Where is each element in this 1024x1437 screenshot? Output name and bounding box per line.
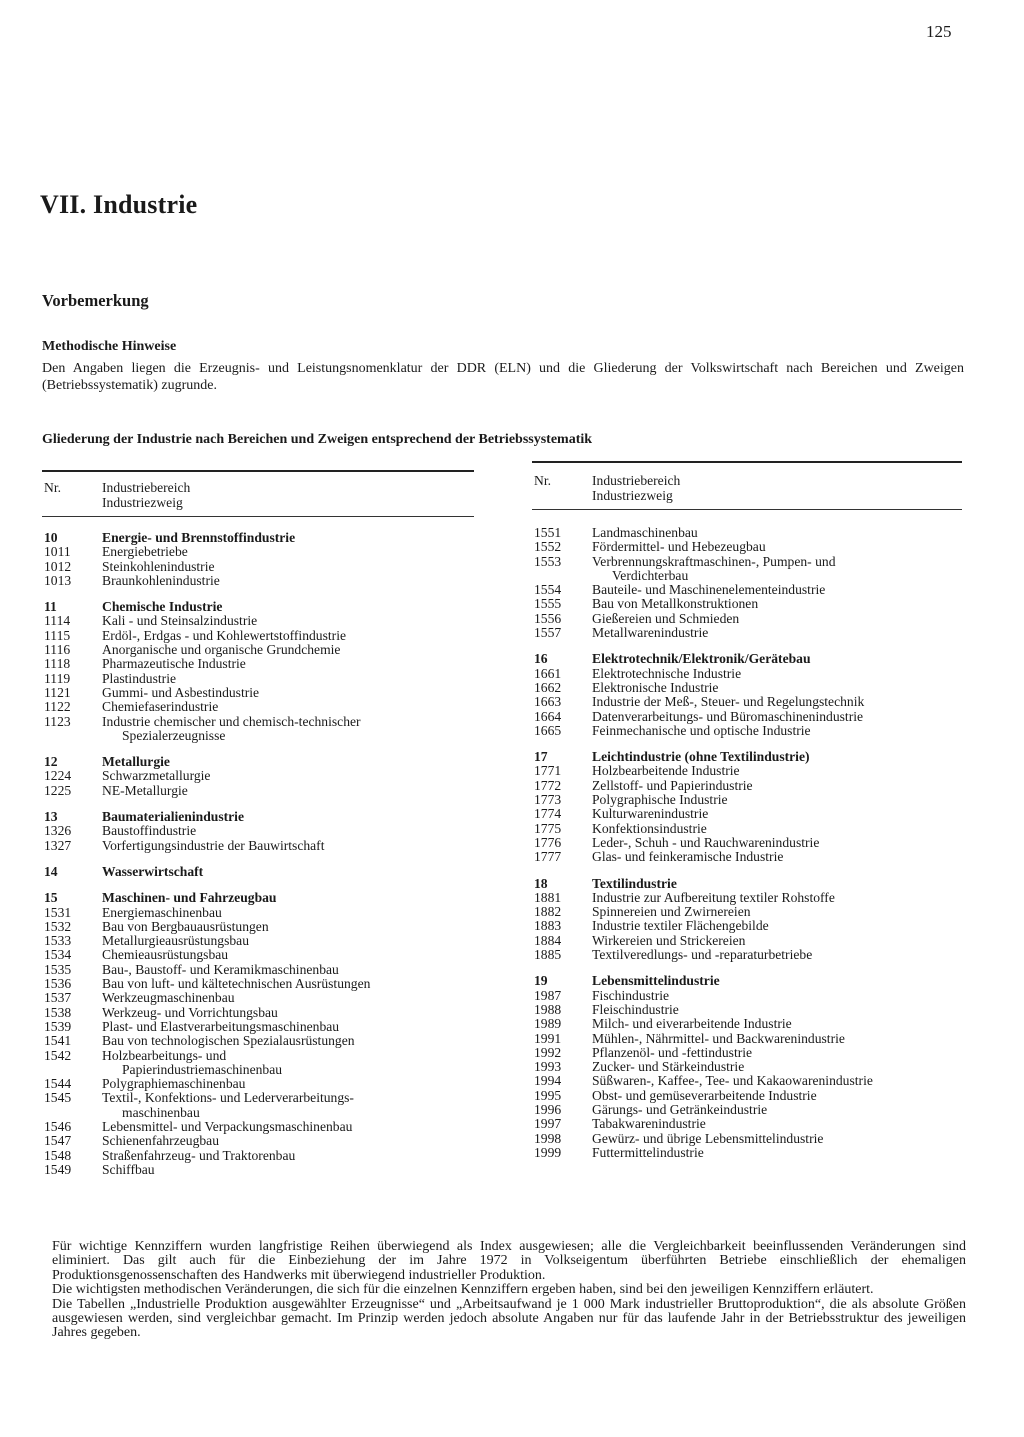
row-label: Fördermittel- und Hebezeugbau: [592, 539, 766, 555]
row-number: 1775: [534, 820, 562, 836]
header-zweig: Industriezweig: [592, 487, 673, 503]
row-number: 1542: [44, 1047, 72, 1063]
table-row: [44, 686, 474, 700]
row-number: 1988: [534, 1001, 562, 1017]
row-number: 1327: [44, 837, 72, 853]
row-number: 1114: [44, 613, 71, 629]
table-row: [44, 991, 474, 1005]
row-number: 19: [534, 973, 548, 989]
row-number: 1996: [534, 1101, 562, 1117]
header-nr: Nr.: [44, 480, 61, 495]
row-label: Spezialerzeugnisse: [122, 727, 226, 743]
group-heading-row: [44, 810, 474, 824]
subsection-title: Methodische Hinweise: [42, 339, 177, 354]
table-row: [44, 574, 474, 588]
row-label: Werkzeugmaschinenbau: [102, 990, 235, 1006]
row-label: Verdichterbau: [612, 567, 689, 583]
page-number: 125: [926, 22, 952, 41]
row-number: 1553: [534, 553, 562, 569]
row-label: Glas- und feinkeramische Industrie: [592, 849, 784, 865]
row-label: Energiemaschinenbau: [102, 904, 222, 920]
table-row: [44, 643, 474, 657]
table-row: [44, 1006, 474, 1020]
table-row: [44, 934, 474, 948]
note-paragraph: Die wichtigsten methodischen Veränderungen, die sich für die einzelnen Kennziffern ergeben haben, sind bei den jeweiligen Kennziffern erläutert.: [52, 1282, 874, 1298]
row-number: 1118: [44, 656, 71, 672]
row-number: 1777: [534, 849, 562, 865]
row-number: 1557: [534, 625, 562, 641]
row-label: Elektrotechnische Industrie: [592, 665, 742, 681]
table-row: [534, 836, 962, 850]
table-row: [44, 1020, 474, 1034]
row-label: Industrie der Meß-, Steuer- und Regelungstechnik: [592, 694, 865, 710]
row-label: Feinmechanische und optische Industrie: [592, 722, 811, 738]
row-number: 1326: [44, 823, 72, 839]
table-row: [44, 948, 474, 962]
row-number: 1881: [534, 889, 562, 905]
row-label: Landmaschinenbau: [592, 525, 698, 540]
table-row: [44, 963, 474, 977]
table-row: [44, 1163, 474, 1177]
row-label: Spinnereien und Zwirnereien: [592, 904, 751, 920]
row-number: 1994: [534, 1073, 562, 1089]
row-number: 1998: [534, 1130, 562, 1146]
table-row: [534, 1074, 962, 1088]
table-row: [534, 850, 962, 864]
notes-block: [52, 1240, 966, 1341]
row-label: Industrie textiler Flächengebilde: [592, 918, 769, 934]
table-row: [534, 540, 962, 554]
table-row: [534, 710, 962, 724]
row-number: 1554: [534, 582, 562, 598]
table-row: [534, 1032, 962, 1046]
group-heading-row: [534, 652, 962, 666]
table-row: [534, 555, 962, 569]
row-label: Wasserwirtschaft: [102, 863, 204, 879]
row-label: Konfektionsindustrie: [592, 820, 707, 836]
table-row: [534, 934, 962, 948]
row-label: Metallurgieausrüstungsbau: [102, 933, 249, 949]
row-number: 1999: [534, 1144, 562, 1160]
table-row: [44, 784, 474, 798]
row-number: 1541: [44, 1033, 72, 1049]
table-row: [534, 681, 962, 695]
row-number: 1882: [534, 904, 562, 920]
row-label: Holzbearbeitungs- und: [102, 1047, 227, 1063]
row-number: 1115: [44, 627, 71, 643]
row-label: NE-Metallurgie: [102, 782, 188, 798]
row-label: Industrie chemischer und chemisch-technischer: [102, 713, 361, 729]
row-label: Milch- und eiverarbeitende Industrie: [592, 1016, 792, 1032]
row-label: Industrie zur Aufbereitung textiler Rohstoffe: [592, 889, 835, 905]
row-label: Fleischindustrie: [592, 1001, 679, 1017]
row-label: Leder-, Schuh - und Rauchwarenindustrie: [592, 834, 820, 850]
row-label: Maschinen- und Fahrzeugbau: [102, 890, 277, 906]
note-paragraph: Für wichtige Kennziffern wurden langfristige Reihen überwiegend als Index ausgewiesen; alle die Vergleichbarkeit beeinflussenden Veränderungen sind eliminiert. Das gilt auch für die Einbeziehung der im Jahre 1972 in Volkseigentum überführten Betriebe einschließlich der ehemaligen Produktionsgenossenschaften des Handwerks mit überwiegend industrieller Produktion.: [52, 1239, 966, 1283]
row-label: Straßenfahrzeug- und Traktorenbau: [102, 1147, 296, 1163]
row-number: 1116: [44, 642, 71, 658]
row-number: 1538: [44, 1004, 72, 1020]
table-row: [534, 667, 962, 681]
row-label: Gewürz- und übrige Lebensmittelindustrie: [592, 1130, 824, 1146]
row-number: 1012: [44, 558, 72, 574]
row-number: 1011: [44, 544, 71, 560]
row-label: Kulturwarenindustrie: [592, 806, 709, 822]
row-label: Energiebetriebe: [102, 544, 188, 560]
table-row: [534, 989, 962, 1003]
row-label: Energie- und Brennstoffindustrie: [102, 530, 296, 545]
row-label: Gießereien und Schmieden: [592, 610, 740, 626]
row-number: 1534: [44, 947, 72, 963]
table-row: [534, 919, 962, 933]
table-row: [534, 526, 962, 540]
table-header-rule-right: [532, 509, 962, 510]
row-number: 15: [44, 890, 58, 906]
table-top-rule-right: [532, 461, 962, 463]
row-number: 1536: [44, 976, 72, 992]
section-title: Vorbemerkung: [42, 291, 149, 310]
row-number: [534, 569, 592, 583]
table-row: [44, 1149, 474, 1163]
row-number: [44, 1063, 102, 1077]
table-row: [534, 1017, 962, 1031]
table-row: [44, 729, 474, 743]
table-row: [44, 1120, 474, 1134]
table-row: [44, 1134, 474, 1148]
table-row: [534, 1046, 962, 1060]
row-number: 17: [534, 749, 548, 765]
row-number: 1533: [44, 933, 72, 949]
row-label: Gummi- und Asbestindustrie: [102, 684, 260, 700]
row-number: 1991: [534, 1030, 562, 1046]
intro-paragraph: Den Angaben liegen die Erzeugnis- und Leistungsnomenklatur der DDR (ELN) und die Gliederung der Volkswirtschaft nach Bereichen und Zweigen (Betriebssystematik) zugrunde.: [42, 361, 964, 393]
group-heading-row: [534, 877, 962, 891]
table-header-rule-left: [42, 516, 474, 517]
row-label: Anorganische und organische Grundchemie: [102, 642, 341, 658]
table-row: [534, 891, 962, 905]
table-row: [44, 824, 474, 838]
row-number: 16: [534, 651, 548, 667]
table-row: [534, 597, 962, 611]
table-row: [44, 672, 474, 686]
left-column-list: [44, 531, 474, 1177]
table-row: [534, 905, 962, 919]
row-number: 1535: [44, 961, 72, 977]
row-label: Holzbearbeitende Industrie: [592, 763, 740, 779]
row-label: Wirkereien und Strickereien: [592, 932, 746, 948]
row-number: 1122: [44, 699, 71, 715]
row-label: Plastindustrie: [102, 670, 177, 686]
table-header-right: [534, 474, 962, 503]
row-number: 1532: [44, 918, 72, 934]
row-number: 1547: [44, 1133, 72, 1149]
group-heading-row: [534, 750, 962, 764]
row-label: Elektronische Industrie: [592, 679, 719, 695]
table-row: [534, 1117, 962, 1131]
row-number: 12: [44, 754, 58, 770]
row-number: 1121: [44, 684, 71, 700]
table-row: [534, 626, 962, 640]
row-label: Textil-, Konfektions- und Lederverarbeitungs-: [102, 1090, 354, 1106]
row-label: Datenverarbeitungs- und Büromaschinenindustrie: [592, 708, 864, 724]
table-row: [44, 629, 474, 643]
row-label: Lebensmittelindustrie: [592, 973, 720, 989]
row-label: Bau von Metallkonstruktionen: [592, 596, 759, 612]
table-row: [44, 1049, 474, 1063]
table-row: [44, 614, 474, 628]
table-row: [44, 1034, 474, 1048]
chapter-title: VII. Industrie: [40, 190, 198, 219]
table-row: [44, 1091, 474, 1105]
row-label: Werkzeug- und Vorrichtungsbau: [102, 1004, 278, 1020]
table-row: [534, 793, 962, 807]
table-row: [44, 545, 474, 559]
row-number: 1123: [44, 713, 71, 729]
table-row: [534, 1103, 962, 1117]
row-number: 1225: [44, 782, 72, 798]
row-number: 1531: [44, 904, 72, 920]
row-label: Erdöl-, Erdgas - und Kohlewertstoffindustrie: [102, 627, 347, 643]
table-row: [534, 1146, 962, 1160]
row-label: Pflanzenöl- und -fettindustrie: [592, 1044, 753, 1060]
table-row: [534, 724, 962, 738]
row-label: Futtermittelindustrie: [592, 1144, 704, 1160]
table-row: [534, 764, 962, 778]
row-number: 1995: [534, 1087, 562, 1103]
table-row: [44, 715, 474, 729]
row-label: Bauteile- und Maschinenelementeindustrie: [592, 582, 826, 598]
row-number: 1549: [44, 1161, 72, 1177]
row-number: 13: [44, 809, 58, 825]
note-paragraph: Die Tabellen „Industrielle Produktion ausgewählter Erzeugnisse“ und „Arbeitsaufwand je 1 000 Mark industrieller Bruttoproduktion“, die als absolute Größen ausgewiesen werden, sind vergleichbar gemacht. Im Prinzip werden jedoch absolute Angaben nur für das laufende Jahr in der Betriebsstruktur des jeweiligen Jahres gegeben.: [52, 1296, 966, 1341]
group-heading-row: [44, 531, 474, 545]
row-label: Schienenfahrzeugbau: [102, 1133, 220, 1149]
table-header-left: [44, 481, 474, 510]
table-row: [534, 1132, 962, 1146]
row-number: 1776: [534, 834, 562, 850]
row-number: 1537: [44, 990, 72, 1006]
row-number: 1993: [534, 1059, 562, 1075]
table-row: [44, 1106, 474, 1120]
row-label: Plast- und Elastverarbeitungsmaschinenbau: [102, 1018, 340, 1034]
row-label: maschinenbau: [122, 1104, 200, 1120]
row-number: 1665: [534, 722, 562, 738]
table-row: [44, 700, 474, 714]
row-number: 1556: [534, 610, 562, 626]
table-row: [44, 657, 474, 671]
row-label: Metallwarenindustrie: [592, 625, 709, 641]
row-label: Leichtindustrie (ohne Textilindustrie): [592, 749, 810, 765]
row-number: 1664: [534, 708, 562, 724]
row-label: Textilindustrie: [592, 875, 677, 891]
table-row: [534, 779, 962, 793]
table-row: [534, 583, 962, 597]
row-number: 1772: [534, 777, 562, 793]
row-number: 1992: [534, 1044, 562, 1060]
row-number: 1539: [44, 1018, 72, 1034]
table-row: [44, 560, 474, 574]
row-label: Gärungs- und Getränkeindustrie: [592, 1101, 768, 1117]
row-label: Schiffbau: [102, 1161, 155, 1177]
row-number: 1885: [534, 947, 562, 963]
row-label: Baustoffindustrie: [102, 823, 197, 839]
row-label: Chemieausrüstungsbau: [102, 947, 229, 963]
table-row: [534, 569, 962, 583]
row-number: [44, 1106, 102, 1120]
row-number: 1773: [534, 792, 562, 808]
row-label: Chemische Industrie: [102, 599, 223, 615]
header-bereich: Industriebereich: [102, 480, 191, 495]
row-label: Baumaterialienindustrie: [102, 809, 244, 825]
row-number: 11: [44, 599, 57, 615]
row-number: 1551: [534, 525, 562, 540]
table-row: [44, 920, 474, 934]
table-row: [534, 1089, 962, 1103]
table-row: [534, 612, 962, 626]
row-label: Polygraphische Industrie: [592, 792, 728, 808]
table-row: [534, 807, 962, 821]
row-number: 1883: [534, 918, 562, 934]
table-row: [44, 1077, 474, 1091]
row-label: Süßwaren-, Kaffee-, Tee- und Kakaowarenindustrie: [592, 1073, 873, 1089]
row-label: Lebensmittel- und Verpackungsmaschinenbau: [102, 1118, 353, 1134]
row-label: Verbrennungskraftmaschinen-, Pumpen- und: [592, 553, 836, 569]
table-row: [534, 1003, 962, 1017]
header-nr: Nr.: [534, 473, 551, 488]
row-number: 1989: [534, 1016, 562, 1032]
row-number: 10: [44, 530, 58, 545]
row-number: 1987: [534, 987, 562, 1003]
group-heading-row: [44, 891, 474, 905]
group-heading-row: [44, 865, 474, 879]
row-label: Schwarzmetallurgie: [102, 768, 211, 784]
row-label: Polygraphiemaschinenbau: [102, 1076, 246, 1092]
group-heading-row: [534, 974, 962, 988]
row-label: Mühlen-, Nährmittel- und Backwarenindustrie: [592, 1030, 845, 1046]
row-label: Braunkohlenindustrie: [102, 572, 220, 588]
table-row: [44, 769, 474, 783]
row-label: Zellstoff- und Papierindustrie: [592, 777, 753, 793]
table-title: Gliederung der Industrie nach Bereichen und Zweigen entsprechend der Betriebssystematik: [42, 432, 593, 447]
row-label: Kali - und Steinsalzindustrie: [102, 613, 258, 629]
header-zweig: Industriezweig: [102, 494, 183, 510]
row-number: 18: [534, 875, 548, 891]
table-row: [44, 906, 474, 920]
row-label: Bau-, Baustoff- und Keramikmaschinenbau: [102, 961, 339, 977]
row-label: Tabakwarenindustrie: [592, 1116, 706, 1132]
row-number: 1552: [534, 539, 562, 555]
row-number: 1119: [44, 670, 71, 686]
row-number: 14: [44, 863, 58, 879]
table-row: [534, 948, 962, 962]
row-label: Metallurgie: [102, 754, 170, 770]
row-number: 1548: [44, 1147, 72, 1163]
row-number: 1555: [534, 596, 562, 612]
row-label: Textilveredlungs- und -reparaturbetriebe: [592, 947, 813, 963]
table-row: [534, 695, 962, 709]
row-label: Obst- und gemüseverarbeitende Industrie: [592, 1087, 817, 1103]
row-number: 1662: [534, 679, 562, 695]
row-number: 1544: [44, 1076, 72, 1092]
table-row: [44, 839, 474, 853]
row-label: Chemiefaserindustrie: [102, 699, 219, 715]
table-row: [44, 977, 474, 991]
group-heading-row: [44, 600, 474, 614]
right-column-list: [534, 526, 962, 1160]
header-bereich: Industriebereich: [592, 473, 681, 488]
row-number: 1661: [534, 665, 562, 681]
row-number: 1997: [534, 1116, 562, 1132]
row-label: Steinkohlenindustrie: [102, 558, 215, 574]
row-label: Bau von Bergbauausrüstungen: [102, 918, 269, 934]
row-label: Pharmazeutische Industrie: [102, 656, 246, 672]
table-row: [534, 1060, 962, 1074]
row-label: Papierindustriemaschinenbau: [122, 1061, 283, 1077]
row-label: Elektrotechnik/Elektronik/Gerätebau: [592, 651, 811, 667]
row-number: 1546: [44, 1118, 72, 1134]
table-top-rule-left: [42, 470, 474, 472]
row-number: 1224: [44, 768, 72, 784]
row-number: 1771: [534, 763, 562, 779]
table-row: [44, 1063, 474, 1077]
table-row: [534, 822, 962, 836]
group-heading-row: [44, 755, 474, 769]
row-label: Zucker- und Stärkeindustrie: [592, 1059, 745, 1075]
row-number: 1884: [534, 932, 562, 948]
row-number: 1774: [534, 806, 562, 822]
row-label: Bau von luft- und kältetechnischen Ausrüstungen: [102, 976, 371, 992]
row-number: [44, 729, 102, 743]
row-label: Fischindustrie: [592, 987, 670, 1003]
row-number: 1013: [44, 572, 72, 588]
row-number: 1663: [534, 694, 562, 710]
row-number: 1545: [44, 1090, 72, 1106]
row-label: Vorfertigungsindustrie der Bauwirtschaft: [102, 837, 325, 853]
row-label: Bau von technologischen Spezialausrüstungen: [102, 1033, 355, 1049]
